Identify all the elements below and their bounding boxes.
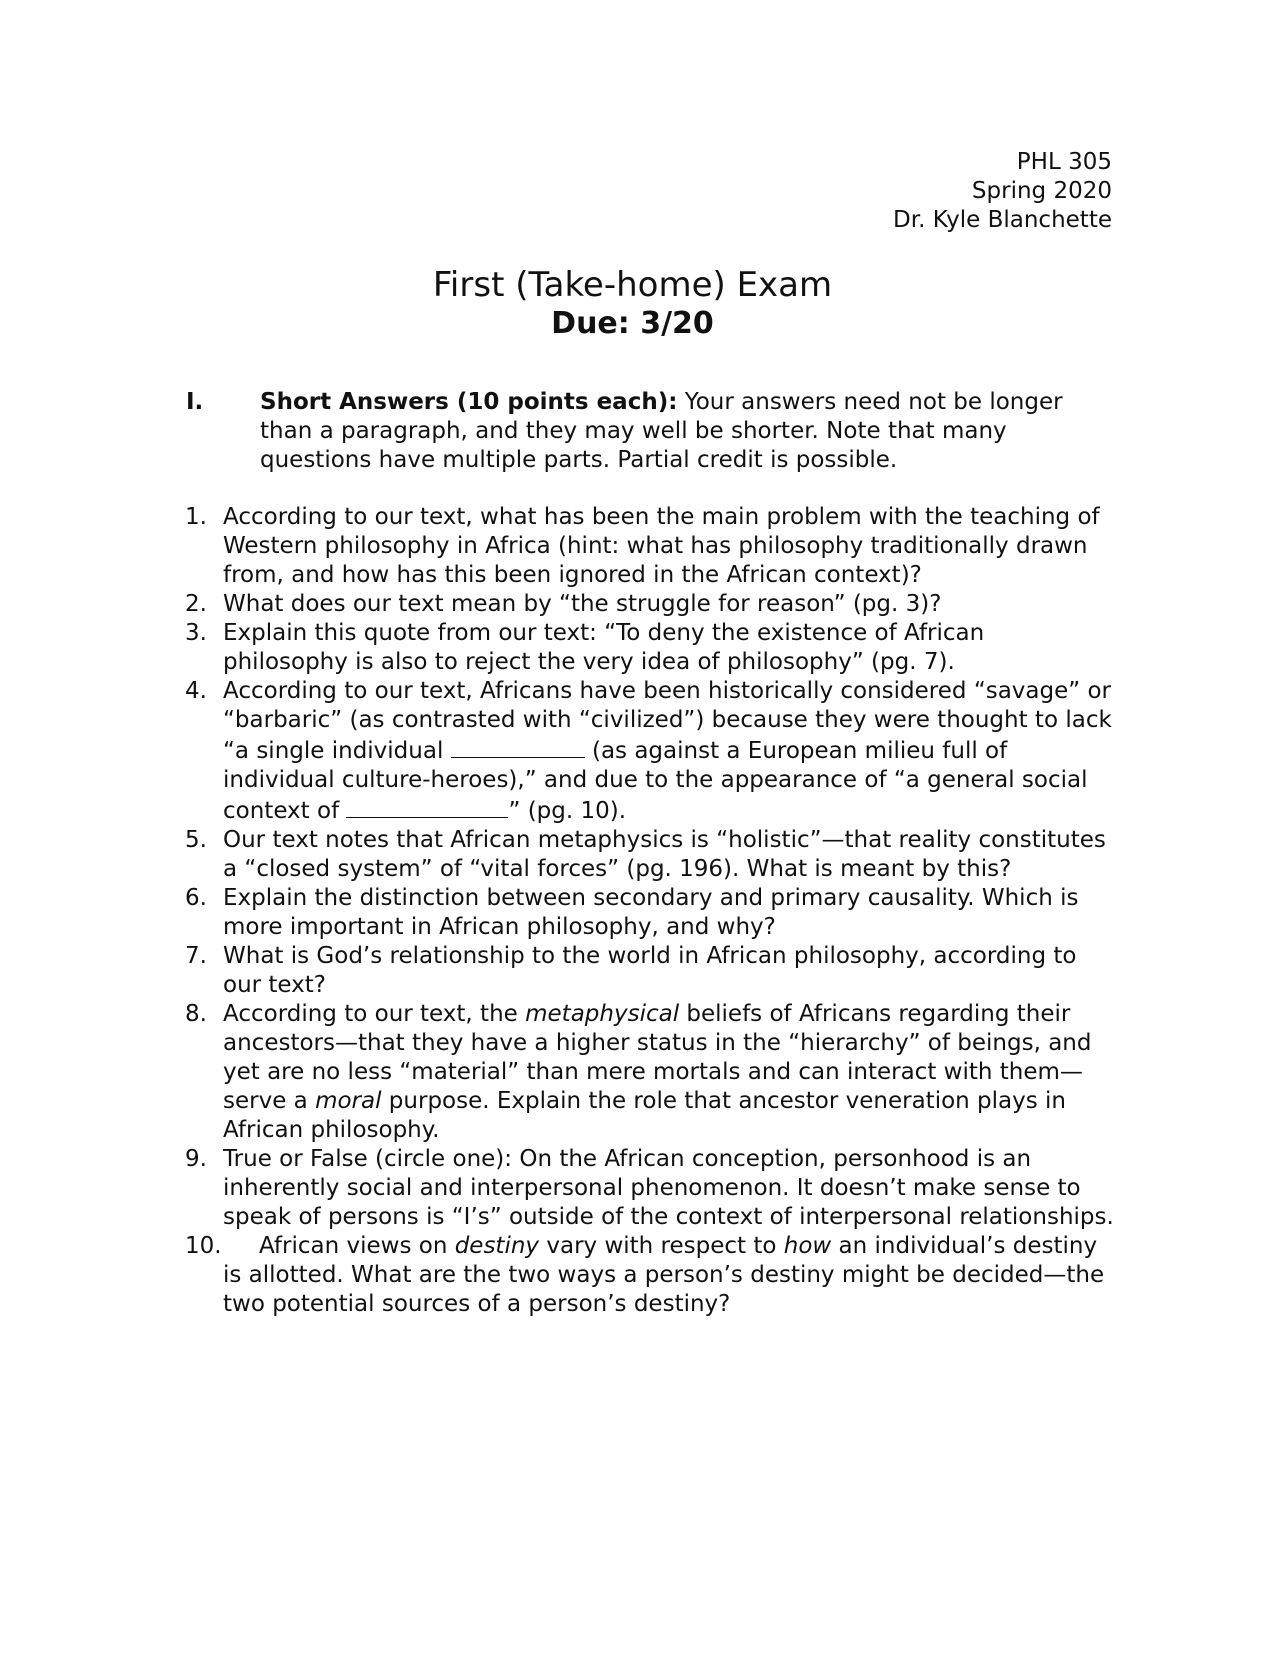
emphasis-destiny: destiny [454, 1233, 540, 1259]
question-number: 2. [185, 591, 207, 617]
question-6 [185, 884, 1115, 942]
question-number: 1. [185, 504, 207, 530]
emphasis-how: how [783, 1233, 832, 1259]
question-5 [185, 826, 1115, 884]
question-text: Explain the distinction between secondary and primary causality. Which is more important in African philosophy, and why? [223, 885, 1079, 940]
question-number: 8. [185, 1001, 207, 1027]
question-text-part-3: ” (pg. 10). [508, 798, 627, 824]
question-number: 5. [185, 827, 207, 853]
question-number: 6. [185, 885, 207, 911]
exam-title: First (Take-home) Exam [432, 265, 833, 305]
question-text: Explain this quote from our text: “To deny the existence of African philosophy is also to reject the very idea of philosophy” (pg. 7). [223, 620, 985, 675]
question-text: What is God’s relationship to the world in African philosophy, according to our text? [223, 943, 1077, 998]
section-lead: Short Answers (10 points each): [260, 389, 678, 415]
question-text: What does our text mean by “the struggle for reason” (pg. 3)? [223, 591, 942, 617]
question-3 [185, 619, 1115, 677]
question-4 [185, 677, 1115, 826]
question-text-part-1: According to our text, the [223, 1001, 526, 1027]
question-10 [185, 1232, 1115, 1319]
question-number: 10. [185, 1233, 222, 1259]
section-instructions [260, 388, 1106, 475]
section-numeral: I. [186, 389, 204, 415]
question-number: 9. [185, 1146, 207, 1172]
due-date: Due: 3/20 [551, 306, 714, 341]
question-number: 4. [185, 678, 207, 704]
question-text: Our text notes that African metaphysics is “holistic”—that reality constitutes a “closed system” of “vital forces” (pg. 196). What is meant by this? [223, 827, 1106, 882]
question-text: True or False (circle one): On the African conception, personhood is an inherently social and interpersonal phenomenon. It doesn’t make sense to speak of persons is “I’s” outside of the context of interpersonal relationships. [223, 1146, 1114, 1230]
question-text-part-1: African views on [259, 1233, 455, 1259]
course-term: Spring 2020 [971, 178, 1112, 204]
question-number: 3. [185, 620, 207, 646]
question-text-part-2: vary with respect to [539, 1233, 784, 1259]
question-2 [185, 590, 1115, 619]
section-instructions-text: Your answers need not be longer than a paragraph, and they may well be shorter. Note that many questions have multiple parts. Partial credit is possible. [260, 389, 1063, 473]
fill-in-blank-1[interactable] [451, 735, 585, 758]
course-code: PHL 305 [1016, 149, 1112, 175]
question-text-part-2: (as against a European milieu full of individual culture-heroes),” and due to the appearance of “a general social context of [223, 738, 1088, 824]
section-short-answers [186, 388, 1106, 475]
question-text-part-3: purpose. Explain the role that ancestor veneration plays in African philosophy. [223, 1088, 1066, 1143]
question-1 [185, 503, 1115, 590]
course-header [893, 148, 1112, 235]
fill-in-blank-2[interactable] [346, 795, 508, 818]
question-text-part-1: According to our text, Africans have been historically considered “savage” or “barbaric” (as contrasted with “civilized”) because they were thought to lack “a single individual [223, 678, 1112, 764]
question-text-part-3: an individual’s destiny is allotted. What are the two ways a person’s destiny might be decided—the two potential sources of a person’s destiny? [223, 1233, 1105, 1317]
question-8 [185, 1000, 1115, 1145]
emphasis-metaphysical: metaphysical [525, 1001, 680, 1027]
instructor-name: Dr. Kyle Blanchette [893, 207, 1112, 233]
question-list [185, 503, 1115, 1319]
question-9 [185, 1145, 1115, 1232]
question-text-part-2: beliefs of Africans regarding their ancestors—that they have a higher status in the “hierarchy” of beings, and yet are no less “material” than mere mortals and can interact with them—serve a [223, 1001, 1092, 1114]
emphasis-moral: moral [315, 1088, 382, 1114]
question-7 [185, 942, 1115, 1000]
question-text: According to our text, what has been the main problem with the teaching of Western philosophy in Africa (hint: what has philosophy traditionally drawn from, and how has this been ignored in the African context)? [223, 504, 1100, 588]
question-number: 7. [185, 943, 207, 969]
